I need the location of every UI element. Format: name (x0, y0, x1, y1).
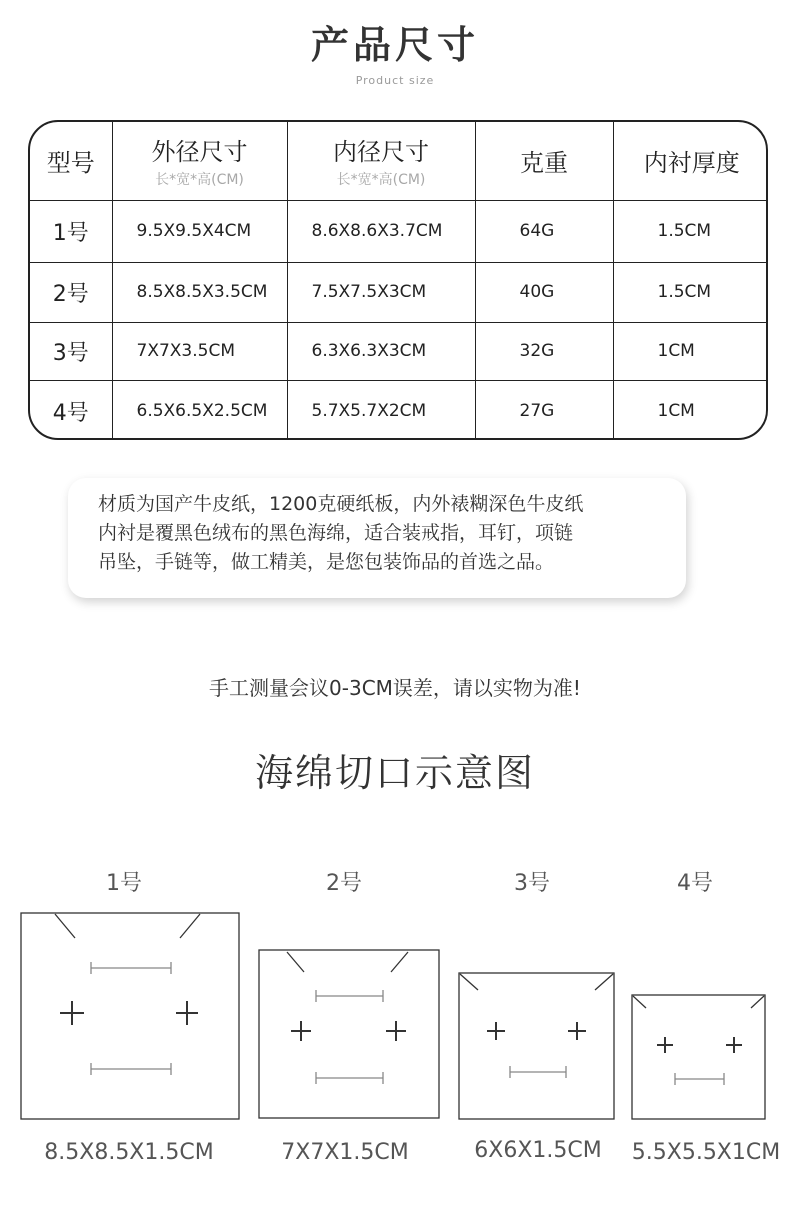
cell-weight: 27G (475, 380, 613, 440)
cell-lining: 1.5CM (613, 262, 768, 322)
measurement-disclaimer: 手工测量会议0-3CM误差，请以实物为准! (209, 676, 581, 700)
cell-weight: 40G (475, 262, 613, 322)
cell-inner: 8.6X8.6X3.7CM (287, 200, 475, 262)
header-inner-unit: 长*宽*高(CM) (336, 172, 426, 189)
cell-outer: 6.5X6.5X2.5CM (112, 380, 287, 440)
sponge-4 (632, 995, 765, 1119)
diagram-size-3: 6X6X1.5CM (474, 1138, 602, 1163)
header-model: 型号 (30, 122, 112, 200)
header-inner-size: 内径尺寸 长*宽*高(CM) (287, 122, 475, 200)
page-subtitle: Product size (355, 74, 435, 87)
cell-lining: 1.5CM (613, 200, 768, 262)
cell-model: 3号 (30, 322, 112, 380)
diagram-label-3: 3号 (514, 871, 550, 896)
sponge-3 (459, 973, 614, 1119)
diagram-size-4: 5.5X5.5X1CM (631, 1140, 781, 1165)
note-line: 吊坠，手链等，做工精美，是您包装饰品的首选之品。 (98, 551, 555, 573)
diagram-size-1: 8.5X8.5X1.5CM (44, 1140, 214, 1165)
header-weight: 克重 (475, 122, 613, 200)
header-outer-size: 外径尺寸 长*宽*高(CM) (112, 122, 287, 200)
diagram-label-1: 1号 (106, 871, 142, 896)
cell-lining: 1CM (613, 380, 768, 440)
cell-model: 1号 (30, 200, 112, 262)
diagram-size-2: 7X7X1.5CM (281, 1140, 409, 1165)
diagram-title: 海绵切口示意图 (254, 751, 535, 795)
cell-inner: 5.7X5.7X2CM (287, 380, 475, 440)
sponge-1 (21, 913, 239, 1119)
cell-model: 4号 (30, 380, 112, 440)
note-line: 内衬是覆黑色绒布的黑色海绵，适合装戒指，耳钉，项链 (98, 522, 574, 544)
note-line: 材质为国产牛皮纸，1200克硬纸板，内外裱糊深色牛皮纸 (98, 493, 584, 515)
diagram-label-4: 4号 (677, 871, 713, 896)
cell-weight: 64G (475, 200, 613, 262)
cell-inner: 7.5X7.5X3CM (287, 262, 475, 322)
header-lining-thickness: 内衬厚度 (613, 122, 768, 200)
diagram-label-2: 2号 (326, 871, 362, 896)
cell-lining: 1CM (613, 322, 768, 380)
cell-model: 2号 (30, 262, 112, 322)
cell-weight: 32G (475, 322, 613, 380)
cell-outer: 9.5X9.5X4CM (112, 200, 287, 262)
sponge-2 (259, 950, 439, 1118)
cell-outer: 7X7X3.5CM (112, 322, 287, 380)
cell-outer: 8.5X8.5X3.5CM (112, 262, 287, 322)
header-outer-unit: 长*宽*高(CM) (155, 172, 244, 189)
cell-inner: 6.3X6.3X3CM (287, 322, 475, 380)
page-title: 产品尺寸 (310, 23, 479, 67)
